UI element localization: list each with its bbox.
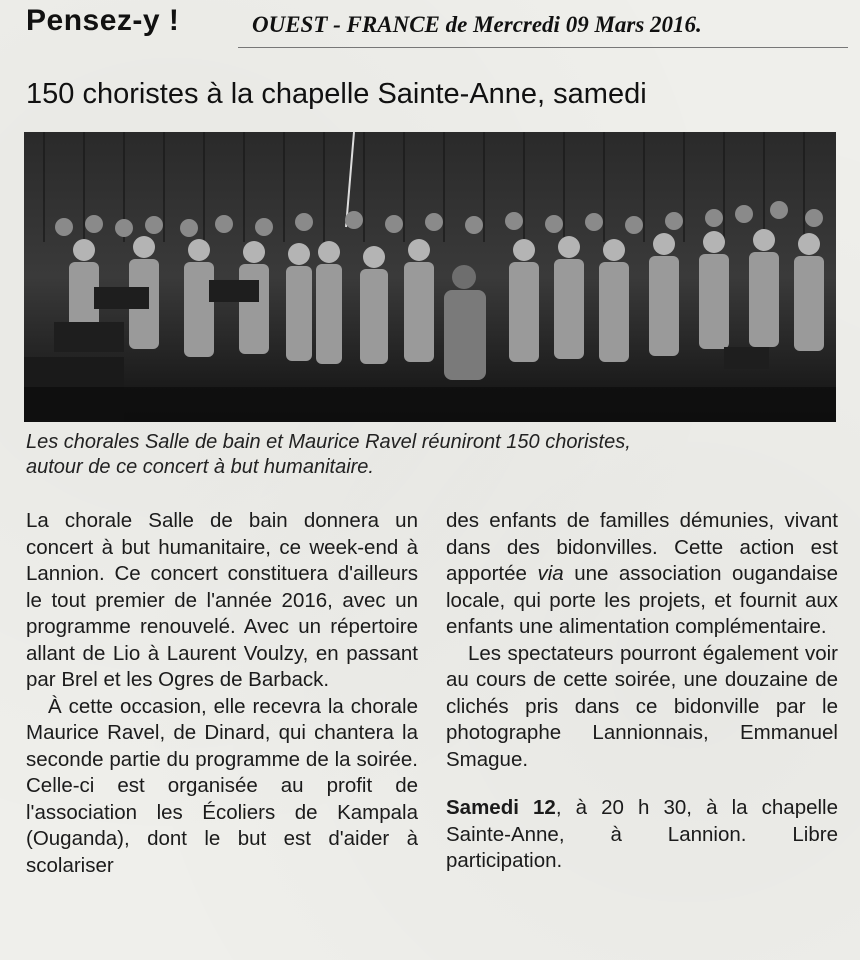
article-column-right	[446, 508, 838, 875]
publication-source: OUEST - FRANCE de Mercredi 09 Mars 2016.	[252, 12, 702, 37]
header-rule	[238, 47, 848, 48]
paragraph-3	[446, 508, 838, 641]
paragraph-4: Les spectateurs pourront également voir au cours de cette soirée, une douzaine de clichés pris dans ce bidonville par le photographe Lannionnais, Emmanuel Smague.	[446, 641, 838, 771]
event-date: Samedi 12	[446, 796, 556, 819]
caption-line-2: autour de ce concert à but humanitaire.	[26, 456, 374, 478]
paragraph-3-part-a: des enfants de familles démunies, vivant dans des bidonvilles. Cette action est apportée	[446, 509, 838, 585]
event-info	[446, 795, 838, 875]
choir-photo	[24, 132, 836, 422]
section-kicker: Pensez-y !	[26, 4, 180, 37]
event-details: , à 20 h 30, à la chapelle Sainte-Anne, à Lannion. Libre participation.	[446, 796, 839, 872]
article-column-left	[26, 508, 418, 879]
paragraph-3-via: via	[537, 562, 564, 585]
paragraph-2: À cette occasion, elle recevra la chorale Maurice Ravel, de Dinard, qui chantera la seconde partie du programme de la soirée. Celle-ci est organisée au profit de l'association les Écoliers de Kampala (Ouganda), dont le but est d'aider à scolariser	[26, 694, 418, 877]
caption-line-1: Les chorales Salle de bain et Maurice Ravel réuniront 150 choristes,	[26, 431, 631, 453]
paragraph-1: La chorale Salle de bain donnera un concert à but humanitaire, ce week-end à Lannion. Ce concert constituera d'ailleurs le tout premier de l'année 2016, avec un programme renouvelé. Avec un répertoire allant de Lio à Laurent Voulzy, en passant par Brel et les Ogres de Barback.	[26, 509, 418, 691]
paragraph-3-part-b: une association ougandaise locale, qui porte les projets, et fournit aux enfants une alimentation complémentaire.	[446, 562, 838, 638]
photo-caption	[26, 430, 836, 480]
article-headline: 150 choristes à la chapelle Sainte-Anne, samedi	[26, 78, 647, 110]
photo-icon	[24, 132, 836, 422]
